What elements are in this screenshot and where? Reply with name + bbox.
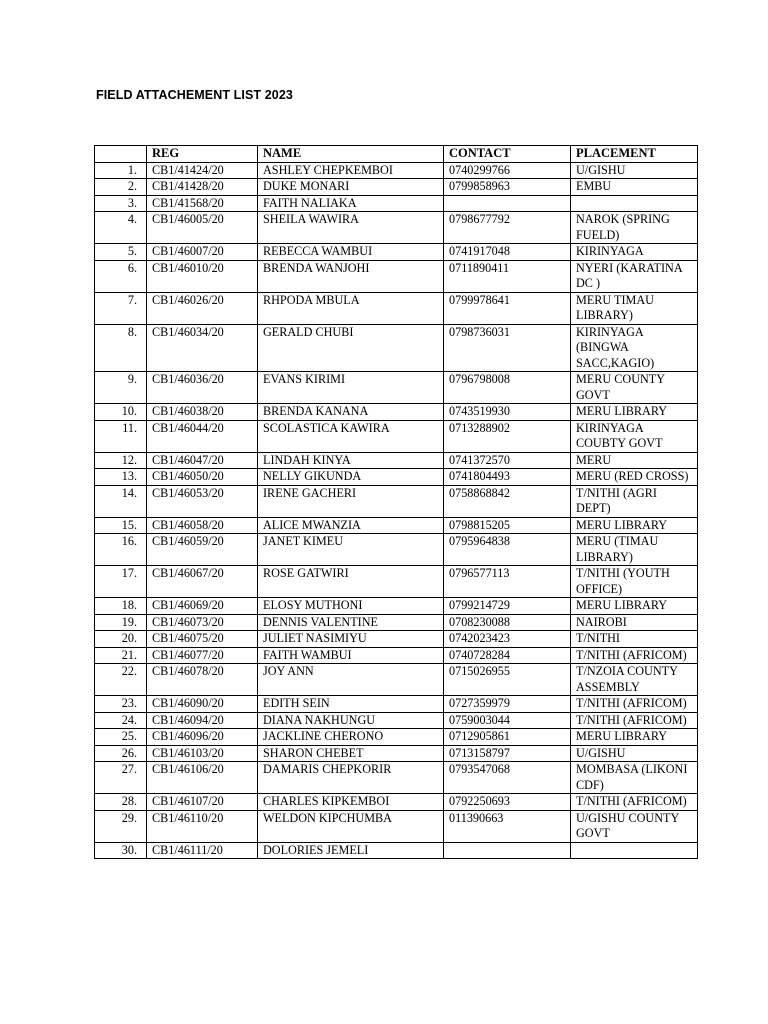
header-reg: REG bbox=[147, 146, 258, 163]
cell-placement: T/NZOIA COUNTY ASSEMBLY bbox=[571, 664, 698, 696]
cell-reg: CB1/41568/20 bbox=[147, 195, 258, 212]
table-row bbox=[95, 745, 698, 762]
cell-number: 13. bbox=[95, 469, 147, 486]
cell-number: 22. bbox=[95, 664, 147, 696]
cell-placement: T/NITHI bbox=[571, 631, 698, 648]
cell-placement: MERU LIBRARY bbox=[571, 517, 698, 534]
cell-reg: CB1/46090/20 bbox=[147, 696, 258, 713]
cell-contact bbox=[444, 195, 571, 212]
cell-placement: U/GISHU COUNTY GOVT bbox=[571, 810, 698, 842]
table-body bbox=[95, 162, 698, 859]
cell-number: 24. bbox=[95, 712, 147, 729]
cell-name: FAITH NALIAKA bbox=[258, 195, 444, 212]
cell-number: 18. bbox=[95, 598, 147, 615]
cell-contact: 0795964838 bbox=[444, 534, 571, 566]
cell-number: 10. bbox=[95, 404, 147, 421]
cell-contact: 0743519930 bbox=[444, 404, 571, 421]
cell-contact: 0759003044 bbox=[444, 712, 571, 729]
cell-reg: CB1/46073/20 bbox=[147, 614, 258, 631]
table-row bbox=[95, 664, 698, 696]
cell-reg: CB1/46107/20 bbox=[147, 794, 258, 811]
cell-contact: 0798815205 bbox=[444, 517, 571, 534]
cell-reg: CB1/41424/20 bbox=[147, 162, 258, 179]
cell-reg: CB1/46110/20 bbox=[147, 810, 258, 842]
cell-reg: CB1/46096/20 bbox=[147, 729, 258, 746]
table-row bbox=[95, 647, 698, 664]
cell-placement: MERU TIMAU LIBRARY) bbox=[571, 292, 698, 324]
cell-name: DIANA NAKHUNGU bbox=[258, 712, 444, 729]
table-row bbox=[95, 534, 698, 566]
cell-contact: 0742023423 bbox=[444, 631, 571, 648]
table-row bbox=[95, 810, 698, 842]
cell-placement: KIRINYAGA bbox=[571, 244, 698, 261]
cell-name: GERALD CHUBI bbox=[258, 324, 444, 372]
cell-name: DAMARIS CHEPKORIR bbox=[258, 762, 444, 794]
header-name: NAME bbox=[258, 146, 444, 163]
attachment-table bbox=[94, 145, 698, 859]
table-row bbox=[95, 469, 698, 486]
table-row bbox=[95, 324, 698, 372]
table-row bbox=[95, 162, 698, 179]
cell-name: ALICE MWANZIA bbox=[258, 517, 444, 534]
cell-placement: U/GISHU bbox=[571, 162, 698, 179]
table-row bbox=[95, 179, 698, 196]
cell-number: 16. bbox=[95, 534, 147, 566]
cell-number: 2. bbox=[95, 179, 147, 196]
cell-name: JOY ANN bbox=[258, 664, 444, 696]
table-row bbox=[95, 696, 698, 713]
cell-placement: T/NITHI (AFRICOM) bbox=[571, 647, 698, 664]
cell-reg: CB1/46069/20 bbox=[147, 598, 258, 615]
table-row bbox=[95, 212, 698, 244]
cell-name: JULIET NASIMIYU bbox=[258, 631, 444, 648]
cell-reg: CB1/46026/20 bbox=[147, 292, 258, 324]
cell-name: ROSE GATWIRI bbox=[258, 566, 444, 598]
cell-placement: MERU COUNTY GOVT bbox=[571, 372, 698, 404]
table-row bbox=[95, 614, 698, 631]
cell-placement: NYERI (KARATINA DC ) bbox=[571, 260, 698, 292]
cell-name: WELDON KIPCHUMBA bbox=[258, 810, 444, 842]
cell-name: REBECCA WAMBUI bbox=[258, 244, 444, 261]
cell-name: EDITH SEIN bbox=[258, 696, 444, 713]
cell-name: IRENE GACHERI bbox=[258, 485, 444, 517]
cell-placement: T/NITHI (YOUTH OFFICE) bbox=[571, 566, 698, 598]
cell-placement: MERU LIBRARY bbox=[571, 729, 698, 746]
cell-number: 4. bbox=[95, 212, 147, 244]
cell-contact: 0708230088 bbox=[444, 614, 571, 631]
cell-reg: CB1/46058/20 bbox=[147, 517, 258, 534]
table-row bbox=[95, 452, 698, 469]
header-contact: CONTACT bbox=[444, 146, 571, 163]
cell-reg: CB1/46007/20 bbox=[147, 244, 258, 261]
cell-contact: 0711890411 bbox=[444, 260, 571, 292]
cell-reg: CB1/46075/20 bbox=[147, 631, 258, 648]
table-row bbox=[95, 195, 698, 212]
cell-contact: 0740299766 bbox=[444, 162, 571, 179]
cell-reg: CB1/46094/20 bbox=[147, 712, 258, 729]
cell-number: 17. bbox=[95, 566, 147, 598]
cell-contact: 0712905861 bbox=[444, 729, 571, 746]
cell-reg: CB1/46077/20 bbox=[147, 647, 258, 664]
cell-contact: 0741372570 bbox=[444, 452, 571, 469]
cell-contact: 0713158797 bbox=[444, 745, 571, 762]
cell-placement: MERU LIBRARY bbox=[571, 404, 698, 421]
cell-number: 25. bbox=[95, 729, 147, 746]
cell-reg: CB1/41428/20 bbox=[147, 179, 258, 196]
cell-number: 30. bbox=[95, 842, 147, 859]
cell-number: 5. bbox=[95, 244, 147, 261]
cell-number: 14. bbox=[95, 485, 147, 517]
cell-contact: 0741804493 bbox=[444, 469, 571, 486]
cell-contact: 0796798008 bbox=[444, 372, 571, 404]
cell-placement: NAIROBI bbox=[571, 614, 698, 631]
cell-contact: 0713288902 bbox=[444, 420, 571, 452]
table-row bbox=[95, 794, 698, 811]
cell-name: BRENDA WANJOHI bbox=[258, 260, 444, 292]
cell-placement: MERU LIBRARY bbox=[571, 598, 698, 615]
cell-reg: CB1/46047/20 bbox=[147, 452, 258, 469]
cell-placement: MERU (RED CROSS) bbox=[571, 469, 698, 486]
table-row bbox=[95, 292, 698, 324]
cell-placement: T/NITHI (AFRICOM) bbox=[571, 712, 698, 729]
cell-placement: KIRINYAGA COUBTY GOVT bbox=[571, 420, 698, 452]
cell-placement: T/NITHI (AGRI DEPT) bbox=[571, 485, 698, 517]
cell-reg: CB1/46111/20 bbox=[147, 842, 258, 859]
table-row bbox=[95, 420, 698, 452]
cell-number: 23. bbox=[95, 696, 147, 713]
cell-number: 15. bbox=[95, 517, 147, 534]
cell-name: FAITH WAMBUI bbox=[258, 647, 444, 664]
cell-name: DENNIS VALENTINE bbox=[258, 614, 444, 631]
cell-number: 19. bbox=[95, 614, 147, 631]
cell-reg: CB1/46036/20 bbox=[147, 372, 258, 404]
cell-reg: CB1/46034/20 bbox=[147, 324, 258, 372]
cell-placement: NAROK (SPRING FUELD) bbox=[571, 212, 698, 244]
cell-number: 8. bbox=[95, 324, 147, 372]
table-row bbox=[95, 485, 698, 517]
cell-contact: 0792250693 bbox=[444, 794, 571, 811]
cell-placement: U/GISHU bbox=[571, 745, 698, 762]
cell-name: ELOSY MUTHONI bbox=[258, 598, 444, 615]
cell-placement: MERU (TIMAU LIBRARY) bbox=[571, 534, 698, 566]
cell-reg: CB1/46053/20 bbox=[147, 485, 258, 517]
cell-reg: CB1/46067/20 bbox=[147, 566, 258, 598]
cell-reg: CB1/46106/20 bbox=[147, 762, 258, 794]
table-row bbox=[95, 631, 698, 648]
cell-name: EVANS KIRIMI bbox=[258, 372, 444, 404]
cell-reg: CB1/46044/20 bbox=[147, 420, 258, 452]
cell-name: NELLY GIKUNDA bbox=[258, 469, 444, 486]
cell-placement: KIRINYAGA (BINGWA SACC,KAGIO) bbox=[571, 324, 698, 372]
cell-number: 6. bbox=[95, 260, 147, 292]
cell-name: CHARLES KIPKEMBOI bbox=[258, 794, 444, 811]
cell-number: 28. bbox=[95, 794, 147, 811]
cell-number: 1. bbox=[95, 162, 147, 179]
cell-contact: 0799214729 bbox=[444, 598, 571, 615]
table-row bbox=[95, 244, 698, 261]
cell-placement bbox=[571, 195, 698, 212]
cell-placement: T/NITHI (AFRICOM) bbox=[571, 696, 698, 713]
cell-contact: 0799858963 bbox=[444, 179, 571, 196]
cell-reg: CB1/46103/20 bbox=[147, 745, 258, 762]
cell-number: 27. bbox=[95, 762, 147, 794]
cell-contact: 0740728284 bbox=[444, 647, 571, 664]
cell-contact: 0796577113 bbox=[444, 566, 571, 598]
cell-reg: CB1/46059/20 bbox=[147, 534, 258, 566]
cell-contact bbox=[444, 842, 571, 859]
cell-name: BRENDA KANANA bbox=[258, 404, 444, 421]
cell-number: 20. bbox=[95, 631, 147, 648]
cell-reg: CB1/46010/20 bbox=[147, 260, 258, 292]
cell-placement: EMBU bbox=[571, 179, 698, 196]
table-row bbox=[95, 842, 698, 859]
cell-reg: CB1/46078/20 bbox=[147, 664, 258, 696]
cell-contact: 0798736031 bbox=[444, 324, 571, 372]
cell-name: JACKLINE CHERONO bbox=[258, 729, 444, 746]
cell-contact: 011390663 bbox=[444, 810, 571, 842]
cell-number: 9. bbox=[95, 372, 147, 404]
table-row bbox=[95, 404, 698, 421]
cell-reg: CB1/46005/20 bbox=[147, 212, 258, 244]
cell-contact: 0799978641 bbox=[444, 292, 571, 324]
cell-number: 29. bbox=[95, 810, 147, 842]
cell-contact: 0798677792 bbox=[444, 212, 571, 244]
cell-name: JANET KIMEU bbox=[258, 534, 444, 566]
cell-placement: MERU bbox=[571, 452, 698, 469]
cell-name: SHEILA WAWIRA bbox=[258, 212, 444, 244]
table-row bbox=[95, 566, 698, 598]
cell-name: SCOLASTICA KAWIRA bbox=[258, 420, 444, 452]
document-title: FIELD ATTACHEMENT LIST 2023 bbox=[96, 88, 293, 102]
cell-name: DOLORIES JEMELI bbox=[258, 842, 444, 859]
cell-reg: CB1/46038/20 bbox=[147, 404, 258, 421]
cell-name: LINDAH KINYA bbox=[258, 452, 444, 469]
cell-placement bbox=[571, 842, 698, 859]
cell-placement: T/NITHI (AFRICOM) bbox=[571, 794, 698, 811]
cell-contact: 0727359979 bbox=[444, 696, 571, 713]
table-row bbox=[95, 260, 698, 292]
cell-number: 7. bbox=[95, 292, 147, 324]
table-row bbox=[95, 598, 698, 615]
cell-name: DUKE MONARI bbox=[258, 179, 444, 196]
cell-number: 12. bbox=[95, 452, 147, 469]
cell-number: 11. bbox=[95, 420, 147, 452]
table-header-row bbox=[95, 146, 698, 163]
cell-number: 3. bbox=[95, 195, 147, 212]
cell-contact: 0758868842 bbox=[444, 485, 571, 517]
cell-name: SHARON CHEBET bbox=[258, 745, 444, 762]
table-row bbox=[95, 517, 698, 534]
cell-name: ASHLEY CHEPKEMBOI bbox=[258, 162, 444, 179]
cell-number: 21. bbox=[95, 647, 147, 664]
table-row bbox=[95, 712, 698, 729]
header-no bbox=[95, 146, 147, 163]
table-row bbox=[95, 729, 698, 746]
table-row bbox=[95, 762, 698, 794]
table-row bbox=[95, 372, 698, 404]
cell-contact: 0715026955 bbox=[444, 664, 571, 696]
cell-contact: 0741917048 bbox=[444, 244, 571, 261]
cell-number: 26. bbox=[95, 745, 147, 762]
cell-name: RHPODA MBULA bbox=[258, 292, 444, 324]
cell-placement: MOMBASA (LIKONI CDF) bbox=[571, 762, 698, 794]
cell-contact: 0793547068 bbox=[444, 762, 571, 794]
header-placement: PLACEMENT bbox=[571, 146, 698, 163]
cell-reg: CB1/46050/20 bbox=[147, 469, 258, 486]
